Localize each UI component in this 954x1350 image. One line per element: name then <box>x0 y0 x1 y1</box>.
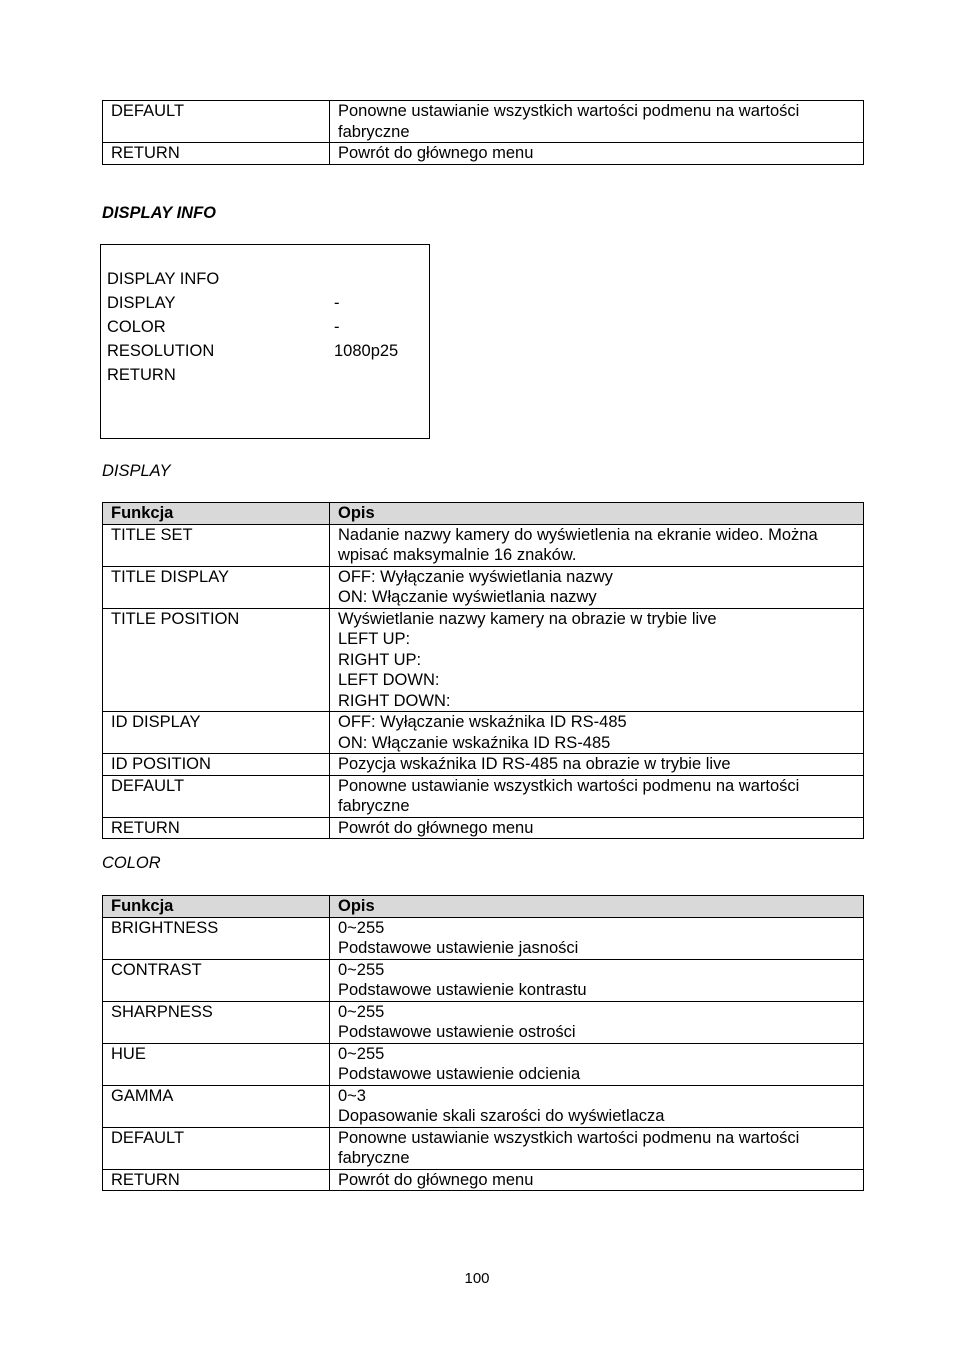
table-header-row <box>103 503 864 525</box>
description-line: Nadanie nazwy kamery do wyświetlenia na ekranie wideo. Można <box>338 525 818 544</box>
menu-item-label: COLOR <box>107 318 166 336</box>
description-cell <box>330 1169 864 1191</box>
display-settings-table <box>102 502 864 839</box>
description-line: ON: Włączanie wskaźnika ID RS-485 <box>338 733 611 752</box>
menu-item-value: - <box>334 318 340 336</box>
description-cell <box>330 566 864 608</box>
description-line: fabryczne <box>338 797 410 815</box>
menu-title <box>107 267 427 291</box>
column-header-function: Funkcja <box>103 503 330 525</box>
table-row <box>103 101 864 143</box>
table-row <box>103 1169 864 1191</box>
description-cell <box>330 775 864 817</box>
menu-item-label: RETURN <box>107 366 176 384</box>
description-line: Podstawowe ustawienie jasności <box>338 939 579 957</box>
description-line: 0~255 <box>338 960 385 979</box>
description-line: Powrót do głównego menu <box>338 1170 534 1189</box>
table-row <box>103 1127 864 1169</box>
column-header-description: Opis <box>330 896 864 918</box>
table-row <box>103 712 864 754</box>
description-line: ON: Włączanie wyświetlania nazwy <box>338 588 597 606</box>
page-number: 100 <box>464 1270 490 1287</box>
description-line: fabryczne <box>338 1149 410 1167</box>
function-cell: RETURN <box>103 1169 330 1191</box>
description-line: OFF: Wyłączanie wyświetlania nazwy <box>338 567 613 586</box>
column-header-function: Funkcja <box>103 896 330 918</box>
function-cell: TITLE SET <box>103 524 330 566</box>
description-cell <box>330 101 864 143</box>
description-cell <box>330 1043 864 1085</box>
description-line: Powrót do głównego menu <box>338 818 534 837</box>
description-line: LEFT UP: <box>338 630 411 648</box>
color-table-body <box>103 917 864 1191</box>
menu-item-value: - <box>334 294 340 312</box>
description-line: wpisać maksymalnie 16 znaków. <box>338 546 577 564</box>
table-row <box>103 817 864 839</box>
table-row <box>103 566 864 608</box>
table-row <box>103 917 864 959</box>
table-row <box>103 959 864 1001</box>
table-row <box>103 775 864 817</box>
function-cell: BRIGHTNESS <box>103 917 330 959</box>
menu-item-label: DISPLAY <box>107 294 176 312</box>
description-line: RIGHT UP: <box>338 650 422 669</box>
function-cell: ID DISPLAY <box>103 712 330 754</box>
function-cell: CONTRAST <box>103 959 330 1001</box>
description-line: 0~255 <box>338 1002 385 1021</box>
table-row <box>103 1043 864 1085</box>
description-line: Dopasowanie skali szarości do wyświetlacza <box>338 1107 665 1125</box>
description-line: LEFT DOWN: <box>338 671 440 689</box>
table-row <box>103 608 864 712</box>
description-cell <box>330 917 864 959</box>
display-info-menu <box>100 244 430 439</box>
function-cell: HUE <box>103 1043 330 1085</box>
description-line: OFF: Wyłączanie wskaźnika ID RS-485 <box>338 713 627 731</box>
description-line: Podstawowe ustawienie odcienia <box>338 1065 581 1083</box>
column-header-description: Opis <box>330 503 864 525</box>
function-cell: RETURN <box>103 817 330 839</box>
function-cell: RETURN <box>103 143 330 165</box>
menu-item-value: 1080p25 <box>334 342 399 360</box>
function-cell: ID POSITION <box>103 754 330 776</box>
description-cell <box>330 1085 864 1127</box>
display-table-body <box>103 524 864 839</box>
description-line: Powrót do głównego menu <box>338 144 534 162</box>
description-line: fabryczne <box>338 122 410 141</box>
function-cell: DEFAULT <box>103 775 330 817</box>
description-cell <box>330 959 864 1001</box>
menu-title-label: DISPLAY INFO <box>107 270 220 288</box>
description-cell <box>330 817 864 839</box>
function-cell: SHARPNESS <box>103 1001 330 1043</box>
menu-item-return <box>107 363 427 387</box>
description-line: Podstawowe ustawienie ostrości <box>338 1023 576 1041</box>
description-line: 0~255 <box>338 918 385 937</box>
top-table-body <box>103 101 864 165</box>
description-line: Ponowne ustawianie wszystkich wartości podmenu na wartości <box>338 102 800 120</box>
function-cell: DEFAULT <box>103 1127 330 1169</box>
color-section-heading: COLOR <box>102 854 161 872</box>
description-cell <box>330 524 864 566</box>
description-line: Ponowne ustawianie wszystkich wartości podmenu na wartości <box>338 1128 800 1147</box>
display-section-heading: DISPLAY <box>102 462 171 480</box>
description-line: Podstawowe ustawienie kontrastu <box>338 981 587 999</box>
description-cell <box>330 1001 864 1043</box>
menu-item-resolution <box>107 339 427 363</box>
menu-item-color <box>107 315 427 339</box>
description-cell <box>330 754 864 776</box>
display-info-heading: DISPLAY INFO <box>102 204 216 222</box>
table-row <box>103 1085 864 1127</box>
function-cell: DEFAULT <box>103 101 330 143</box>
table-row <box>103 1001 864 1043</box>
top-settings-table <box>102 100 864 165</box>
description-line: Pozycja wskaźnika ID RS-485 na obrazie w trybie live <box>338 755 731 773</box>
menu-item-display <box>107 291 427 315</box>
color-settings-table <box>102 895 864 1191</box>
description-line: 0~255 <box>338 1044 385 1063</box>
description-cell <box>330 608 864 712</box>
table-row <box>103 754 864 776</box>
table-row <box>103 524 864 566</box>
description-cell <box>330 143 864 165</box>
description-line: Ponowne ustawianie wszystkich wartości podmenu na wartości <box>338 776 800 795</box>
table-row <box>103 143 864 165</box>
function-cell: GAMMA <box>103 1085 330 1127</box>
description-line: Wyświetlanie nazwy kamery na obrazie w trybie live <box>338 609 717 628</box>
function-cell: TITLE DISPLAY <box>103 566 330 608</box>
description-line: RIGHT DOWN: <box>338 691 451 710</box>
description-line: 0~3 <box>338 1086 366 1105</box>
description-cell <box>330 712 864 754</box>
description-cell <box>330 1127 864 1169</box>
menu-item-label: RESOLUTION <box>107 342 215 360</box>
function-cell: TITLE POSITION <box>103 608 330 712</box>
table-header-row <box>103 896 864 918</box>
